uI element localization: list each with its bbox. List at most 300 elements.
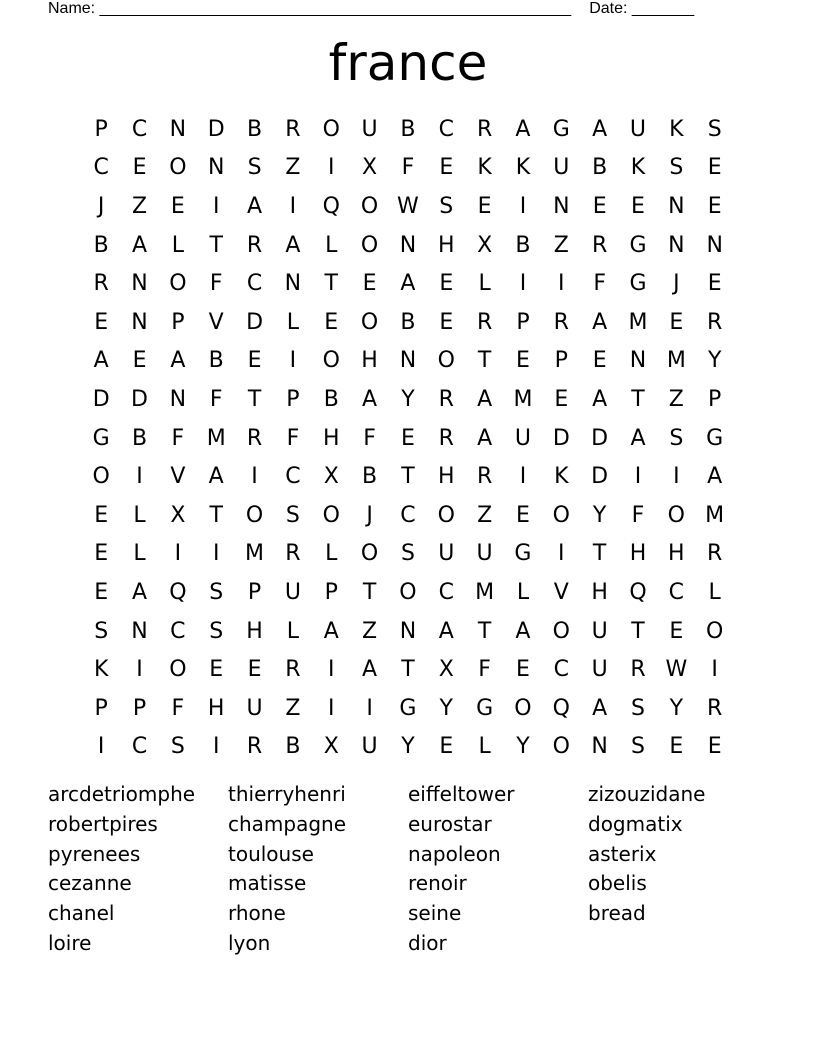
grid-letter: L bbox=[516, 579, 530, 605]
grid-letter: H bbox=[246, 618, 263, 644]
grid-letter: Z bbox=[668, 386, 684, 412]
word-list-item: rhone bbox=[228, 901, 286, 926]
grid-letter: O bbox=[667, 502, 685, 528]
grid-letter: Z bbox=[131, 193, 148, 219]
grid-letter: N bbox=[131, 271, 148, 297]
grid-letter: S bbox=[400, 541, 415, 567]
grid-letter: A bbox=[362, 386, 378, 412]
grid-letter: U bbox=[591, 657, 608, 683]
grid-letter: L bbox=[133, 502, 146, 528]
grid-letter: F bbox=[401, 155, 415, 181]
grid-letter: O bbox=[322, 116, 340, 142]
grid-letter: V bbox=[553, 579, 569, 605]
grid-letter: Y bbox=[516, 734, 530, 760]
grid-letter: Q bbox=[552, 695, 570, 721]
grid-letter: R bbox=[93, 271, 109, 297]
grid-letter: O bbox=[169, 657, 187, 683]
grid-letter: U bbox=[514, 425, 531, 451]
grid-letter: C bbox=[438, 579, 454, 605]
grid-letter: E bbox=[707, 155, 722, 181]
grid-letter: E bbox=[516, 348, 530, 374]
grid-letter: I bbox=[289, 193, 297, 219]
grid-letter: T bbox=[324, 271, 338, 297]
grid-letter: R bbox=[476, 309, 493, 335]
grid-letter: E bbox=[94, 309, 109, 335]
grid-letter: R bbox=[246, 734, 263, 760]
grid-letter: E bbox=[400, 425, 415, 451]
grid-letter: L bbox=[133, 541, 146, 567]
grid-letter: S bbox=[669, 155, 684, 181]
grid-letter: H bbox=[591, 579, 608, 605]
grid-letter: U bbox=[629, 116, 647, 142]
grid-letter: Z bbox=[477, 502, 493, 528]
grid-letter: R bbox=[707, 541, 723, 567]
grid-letter: R bbox=[246, 232, 263, 258]
grid-letter: A bbox=[592, 386, 608, 412]
grid-letter: B bbox=[285, 734, 301, 760]
word-list-item: champagne bbox=[228, 811, 347, 836]
grid-letter: C bbox=[400, 502, 416, 528]
grid-letter: H bbox=[629, 541, 647, 567]
grid-letter: F bbox=[171, 425, 185, 451]
grid-letter: A bbox=[707, 464, 723, 490]
grid-letter: R bbox=[285, 657, 301, 683]
grid-letter: E bbox=[516, 657, 530, 683]
grid-letter: G bbox=[552, 116, 570, 142]
grid-letter: H bbox=[668, 541, 685, 567]
grid-letter: I bbox=[327, 657, 335, 683]
grid-row bbox=[82, 457, 734, 496]
grid-letter: U bbox=[438, 541, 455, 567]
grid-letter: O bbox=[514, 695, 532, 721]
grid-letter: P bbox=[324, 579, 338, 605]
grid-letter: R bbox=[707, 309, 723, 335]
grid-letter: A bbox=[438, 618, 454, 644]
grid-letter: O bbox=[706, 618, 724, 644]
grid-letter: F bbox=[171, 695, 185, 721]
grid-letter: H bbox=[322, 425, 340, 451]
grid-letter: O bbox=[360, 232, 379, 258]
grid-letter: J bbox=[673, 271, 680, 297]
grid-letter: C bbox=[553, 657, 569, 683]
grid-letter: S bbox=[247, 155, 262, 181]
grid-letter: K bbox=[554, 464, 569, 490]
grid-letter: E bbox=[247, 348, 262, 374]
grid-row bbox=[82, 419, 734, 458]
grid-row bbox=[82, 728, 734, 767]
grid-letter: I bbox=[519, 464, 527, 490]
grid-letter: D bbox=[207, 116, 225, 142]
grid-letter: S bbox=[285, 502, 300, 528]
grid-letter: L bbox=[286, 618, 300, 644]
grid-letter: G bbox=[399, 695, 417, 721]
grid-letter: N bbox=[668, 232, 685, 258]
grid-letter: X bbox=[323, 464, 339, 490]
grid-letter: O bbox=[552, 734, 570, 760]
grid-letter: R bbox=[630, 657, 646, 683]
grid-row bbox=[82, 573, 734, 612]
grid-letter: I bbox=[136, 657, 143, 683]
grid-letter: Y bbox=[439, 695, 453, 721]
grid-letter: F bbox=[593, 271, 606, 297]
grid-letter: A bbox=[323, 618, 339, 644]
grid-letter: P bbox=[708, 386, 722, 412]
grid-letter: B bbox=[362, 464, 378, 490]
grid-letter: T bbox=[477, 618, 492, 644]
grid-letter: E bbox=[516, 502, 530, 528]
grid-row bbox=[82, 303, 734, 342]
grid-letter: B bbox=[592, 155, 608, 181]
grid-letter: S bbox=[170, 734, 185, 760]
grid-row bbox=[82, 110, 734, 149]
grid-letter: H bbox=[437, 232, 455, 258]
grid-letter: P bbox=[247, 579, 262, 605]
grid-letter: S bbox=[439, 193, 454, 219]
grid-letter: Y bbox=[592, 502, 607, 528]
grid-letter: D bbox=[92, 386, 110, 412]
grid-letter: I bbox=[251, 464, 258, 490]
grid-letter: L bbox=[478, 271, 491, 297]
grid-letter: A bbox=[362, 657, 378, 683]
grid-letter: A bbox=[592, 695, 608, 721]
grid-letter: F bbox=[209, 271, 223, 297]
grid-letter: Y bbox=[401, 386, 415, 412]
grid-letter: T bbox=[247, 386, 262, 412]
word-list-item: renoir bbox=[408, 871, 467, 896]
grid-letter: O bbox=[169, 271, 187, 297]
grid-letter: N bbox=[169, 386, 187, 412]
date-label: Date: bbox=[589, 0, 628, 17]
grid-letter: E bbox=[94, 541, 109, 567]
grid-letter: K bbox=[93, 657, 109, 683]
grid-letter: S bbox=[707, 116, 722, 142]
grid-letter: P bbox=[286, 386, 300, 412]
grid-letter: C bbox=[285, 464, 301, 490]
grid-letter: J bbox=[97, 193, 105, 219]
grid-letter: F bbox=[209, 386, 223, 412]
grid-letter: I bbox=[519, 193, 527, 219]
grid-letter: I bbox=[634, 464, 642, 490]
grid-letter: H bbox=[207, 695, 225, 721]
grid-row bbox=[82, 689, 734, 728]
grid-letter: A bbox=[400, 271, 416, 297]
grid-letter: G bbox=[629, 232, 647, 258]
grid-letter: A bbox=[131, 232, 148, 258]
grid-letter: A bbox=[515, 116, 531, 142]
grid-letter: R bbox=[553, 309, 569, 335]
grid-letter: M bbox=[666, 348, 686, 374]
grid-letter: S bbox=[94, 618, 109, 644]
grid-letter: A bbox=[592, 116, 608, 142]
date-blank: _______ bbox=[631, 0, 695, 17]
grid-letter: W bbox=[397, 193, 419, 219]
grid-letter: R bbox=[438, 386, 454, 412]
grid-letter: E bbox=[554, 386, 569, 412]
grid-letter: V bbox=[208, 309, 224, 335]
grid-letter: O bbox=[399, 579, 417, 605]
grid-letter: C bbox=[131, 734, 148, 760]
grid-letter: S bbox=[631, 695, 645, 721]
grid-letter: X bbox=[323, 734, 339, 760]
grid-letter: Q bbox=[322, 193, 340, 219]
grid-letter: S bbox=[209, 579, 224, 605]
word-list-item: pyrenees bbox=[48, 841, 141, 866]
word-list-item: bread bbox=[588, 901, 646, 926]
grid-letter: A bbox=[131, 579, 148, 605]
grid-letter: M bbox=[475, 579, 495, 605]
grid-letter: I bbox=[212, 734, 220, 760]
word-list-item: matisse bbox=[228, 871, 307, 896]
grid-letter: U bbox=[284, 579, 301, 605]
grid-letter: Q bbox=[629, 579, 647, 605]
word-list-item: dogmatix bbox=[588, 811, 683, 836]
grid-letter: X bbox=[170, 502, 186, 528]
grid-letter: L bbox=[478, 734, 491, 760]
grid-letter: K bbox=[669, 116, 684, 142]
grid-letter: Z bbox=[285, 695, 301, 721]
grid-row bbox=[82, 612, 734, 651]
grid-letter: T bbox=[362, 579, 377, 605]
grid-letter: R bbox=[285, 541, 301, 567]
grid-letter: Z bbox=[553, 232, 569, 258]
grid-letter: U bbox=[361, 116, 378, 142]
grid-letter: V bbox=[170, 464, 186, 490]
word-list bbox=[48, 780, 788, 959]
grid-letter: I bbox=[212, 541, 220, 567]
grid-letter: O bbox=[360, 309, 379, 335]
grid-letter: G bbox=[514, 541, 532, 567]
grid-letter: I bbox=[327, 155, 335, 181]
grid-letter: A bbox=[515, 618, 531, 644]
page-title: france bbox=[328, 34, 488, 92]
grid-letter: N bbox=[668, 193, 685, 219]
grid-letter: D bbox=[131, 386, 148, 412]
grid-letter: T bbox=[209, 502, 223, 528]
grid-letter: L bbox=[171, 232, 184, 258]
grid-row bbox=[82, 149, 734, 188]
word-list-item: napoleon bbox=[408, 841, 501, 866]
grid-letter: R bbox=[285, 116, 301, 142]
grid-letter: E bbox=[669, 309, 684, 335]
grid-letter: O bbox=[360, 193, 379, 219]
word-list-item: thierryhenri bbox=[228, 782, 346, 806]
grid-letter: J bbox=[366, 502, 373, 528]
grid-letter: Y bbox=[401, 734, 415, 760]
grid-letter: B bbox=[131, 425, 148, 451]
word-list-item: arcdetriomphe bbox=[48, 782, 196, 806]
grid-letter: N bbox=[131, 309, 148, 335]
grid-letter: E bbox=[439, 271, 454, 297]
grid-letter: N bbox=[284, 271, 302, 297]
grid-letter: E bbox=[669, 734, 684, 760]
grid-letter: X bbox=[477, 232, 493, 258]
word-list-item: toulouse bbox=[228, 841, 314, 866]
grid-letter: O bbox=[322, 348, 340, 374]
grid-letter: B bbox=[247, 116, 263, 142]
grid-letter: I bbox=[136, 464, 143, 490]
grid-letter: M bbox=[245, 541, 265, 567]
grid-letter: L bbox=[325, 541, 338, 567]
grid-letter: A bbox=[208, 464, 224, 490]
grid-letter: W bbox=[665, 657, 688, 683]
grid-letter: E bbox=[170, 193, 185, 219]
grid-letter: O bbox=[360, 541, 379, 567]
word-list-item: zizouzidane bbox=[588, 782, 706, 806]
grid-letter: B bbox=[515, 232, 531, 258]
grid-letter: K bbox=[515, 155, 531, 181]
grid-letter: O bbox=[552, 502, 570, 528]
grid-letter: P bbox=[132, 695, 147, 721]
grid-letter: E bbox=[592, 348, 607, 374]
grid-letter: D bbox=[591, 464, 609, 490]
grid-letter: U bbox=[553, 155, 570, 181]
grid-letter: E bbox=[707, 271, 722, 297]
grid-letter: B bbox=[323, 386, 339, 412]
grid-letter: Q bbox=[169, 579, 187, 605]
grid-letter: D bbox=[246, 309, 264, 335]
grid-row bbox=[82, 264, 734, 303]
grid-letter: N bbox=[629, 348, 647, 374]
grid-letter: C bbox=[93, 155, 109, 181]
grid-letter: I bbox=[558, 541, 565, 567]
grid-letter: N bbox=[131, 618, 148, 644]
grid-letter: Y bbox=[669, 695, 684, 721]
grid-letter: E bbox=[324, 309, 339, 335]
grid-letter: I bbox=[366, 695, 373, 721]
word-list-item: dior bbox=[408, 930, 447, 955]
name-label: Name: bbox=[48, 0, 96, 17]
grid-letter: T bbox=[631, 618, 645, 644]
grid-letter: O bbox=[245, 502, 264, 528]
grid-letter: A bbox=[93, 348, 109, 374]
grid-letter: O bbox=[92, 464, 110, 490]
grid-letter: O bbox=[437, 502, 455, 528]
grid-letter: E bbox=[477, 193, 492, 219]
grid-letter: E bbox=[592, 193, 607, 219]
grid-letter: L bbox=[325, 232, 338, 258]
grid-letter: U bbox=[591, 618, 608, 644]
grid-letter: N bbox=[207, 155, 225, 181]
grid-letter: N bbox=[169, 116, 187, 142]
grid-letter: F bbox=[363, 425, 376, 451]
word-list-item: obelis bbox=[588, 871, 647, 896]
grid-letter: A bbox=[247, 193, 263, 219]
grid-row bbox=[82, 226, 734, 265]
grid-letter: K bbox=[630, 155, 646, 181]
grid-letter: R bbox=[707, 695, 723, 721]
grid-letter: E bbox=[209, 657, 224, 683]
grid-letter: D bbox=[552, 425, 570, 451]
grid-letter: T bbox=[592, 541, 607, 567]
grid-letter: I bbox=[711, 657, 718, 683]
grid-letter: B bbox=[400, 116, 416, 142]
grid-letter: C bbox=[170, 618, 186, 644]
grid-letter: C bbox=[438, 116, 454, 142]
grid-letter: U bbox=[246, 695, 263, 721]
name-blank: _____________________________________________________ bbox=[99, 0, 572, 17]
grid-letter: P bbox=[516, 309, 530, 335]
grid-letter: N bbox=[399, 232, 417, 258]
grid-letter: I bbox=[289, 348, 297, 374]
grid-letter: H bbox=[437, 464, 455, 490]
grid-letter: Z bbox=[362, 618, 378, 644]
word-list-item: chanel bbox=[48, 901, 115, 926]
word-list-item: eurostar bbox=[408, 811, 492, 836]
grid-row bbox=[82, 496, 734, 535]
letter-grid bbox=[82, 110, 734, 766]
grid-letter: P bbox=[171, 309, 185, 335]
grid-letter: C bbox=[131, 116, 148, 142]
grid-letter: E bbox=[247, 657, 262, 683]
grid-letter: E bbox=[707, 193, 722, 219]
grid-letter: G bbox=[706, 425, 724, 451]
grid-letter: A bbox=[170, 348, 186, 374]
grid-letter: X bbox=[362, 155, 378, 181]
grid-letter: I bbox=[174, 541, 182, 567]
grid-letter: M bbox=[705, 502, 725, 528]
grid-letter: S bbox=[669, 425, 684, 451]
grid-letter: R bbox=[476, 464, 493, 490]
word-list-item: lyon bbox=[228, 930, 271, 955]
word-list-item: eiffeltower bbox=[408, 782, 515, 806]
grid-row bbox=[82, 187, 734, 226]
grid-letter: A bbox=[285, 232, 301, 258]
word-list-item: cezanne bbox=[48, 871, 132, 896]
grid-letter: F bbox=[286, 425, 300, 451]
grid-letter: R bbox=[591, 232, 608, 258]
grid-letter: E bbox=[94, 502, 109, 528]
grid-letter: E bbox=[362, 271, 377, 297]
grid-letter: M bbox=[513, 386, 533, 412]
grid-letter: N bbox=[553, 193, 570, 219]
grid-letter: E bbox=[631, 193, 645, 219]
grid-letter: E bbox=[132, 348, 147, 374]
grid-letter: C bbox=[246, 271, 263, 297]
grid-letter: E bbox=[707, 734, 722, 760]
grid-letter: T bbox=[401, 464, 415, 490]
grid-letter: B bbox=[93, 232, 109, 258]
grid-letter: E bbox=[439, 309, 454, 335]
grid-letter: N bbox=[399, 618, 417, 644]
grid-letter: U bbox=[361, 734, 378, 760]
grid-letter: C bbox=[668, 579, 685, 605]
grid-letter: L bbox=[286, 309, 300, 335]
grid-letter: D bbox=[591, 425, 609, 451]
grid-letter: K bbox=[477, 155, 492, 181]
grid-letter: U bbox=[476, 541, 493, 567]
grid-letter: L bbox=[708, 579, 721, 605]
grid-letter: O bbox=[552, 618, 570, 644]
grid-letter: E bbox=[439, 155, 454, 181]
grid-letter: O bbox=[169, 155, 187, 181]
grid-letter: E bbox=[669, 618, 684, 644]
grid-letter: Y bbox=[707, 348, 722, 374]
grid-letter: R bbox=[246, 425, 263, 451]
grid-letter: R bbox=[476, 116, 493, 142]
header-line bbox=[48, 0, 694, 19]
word-list-item: seine bbox=[408, 901, 462, 926]
grid-letter: O bbox=[322, 502, 340, 528]
grid-letter: P bbox=[94, 695, 108, 721]
grid-letter: H bbox=[361, 348, 378, 374]
grid-row bbox=[82, 535, 734, 574]
grid-letter: E bbox=[132, 155, 147, 181]
grid-letter: N bbox=[591, 734, 608, 760]
grid-letter: B bbox=[400, 309, 416, 335]
grid-letter: B bbox=[208, 348, 224, 374]
grid-letter: Z bbox=[285, 155, 301, 181]
grid-letter: X bbox=[438, 657, 454, 683]
